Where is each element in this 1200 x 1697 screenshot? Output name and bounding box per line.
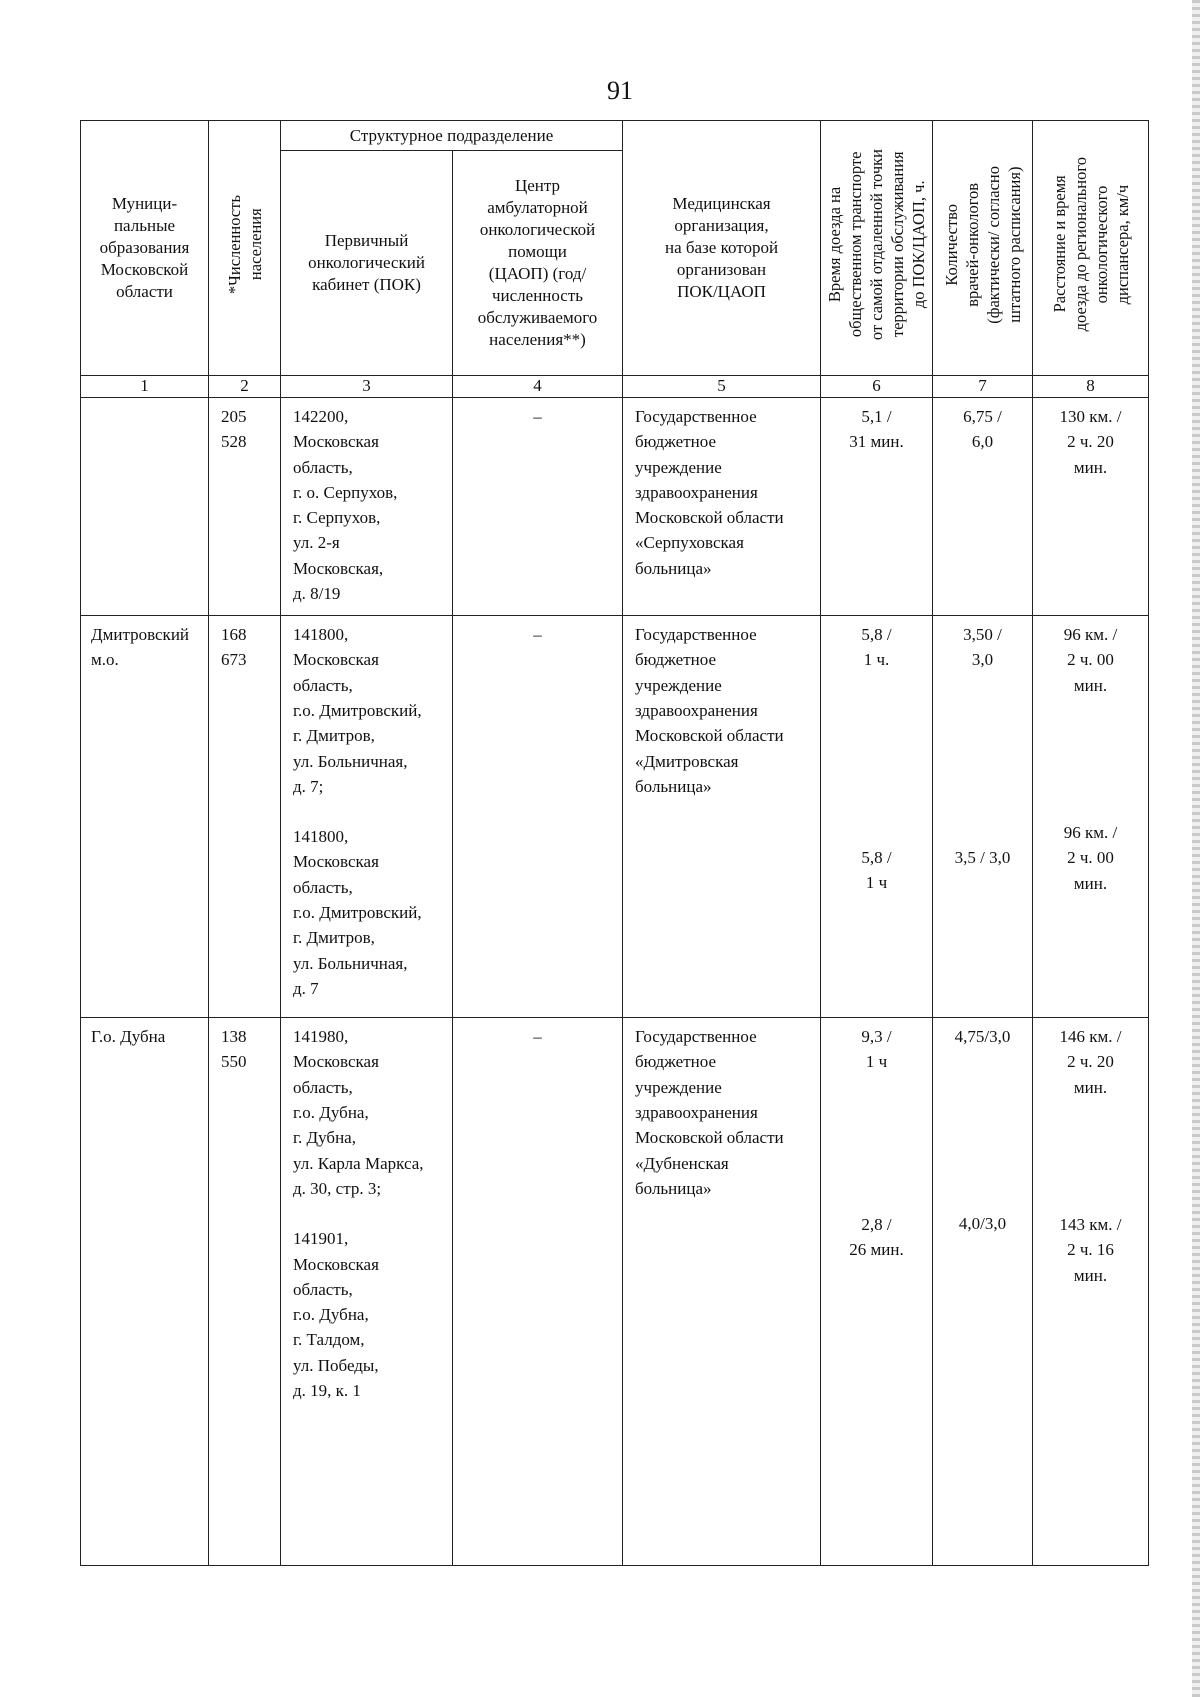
table-row [81, 397, 1149, 615]
cell-caop: – [453, 616, 623, 1018]
cell-line: бюджетное [635, 650, 716, 670]
cell-line: 6,0 [971, 432, 994, 452]
cell-line: Государственное [635, 406, 757, 426]
header-travel-time: Время доезда на общественном транспорте от самой отдаленной точки территории обслуживания до ПОК/ЦАОП, ч. [821, 121, 933, 376]
cell-line: «Дмитровская [635, 751, 739, 771]
cell-line: 138 [221, 1027, 247, 1047]
page-number: 91 [607, 76, 633, 105]
cell-pok [281, 1018, 453, 1566]
cell-line: г. о. Серпухов, [293, 482, 398, 502]
cell-line: область, [293, 675, 353, 695]
cell-line: м.о. [91, 650, 119, 670]
cell-line: мин. [1073, 1077, 1108, 1097]
column-number: 2 [209, 376, 281, 398]
cell-line: Московской области [635, 508, 784, 528]
cell-line: 1 ч. [863, 650, 890, 670]
cell-line: 141800, [293, 625, 349, 645]
cell-line: 2 ч. 00 [1067, 650, 1114, 670]
cell-population [209, 397, 281, 615]
cell-line: 5,8 / [861, 625, 892, 645]
cell-line: д. 8/19 [293, 584, 341, 604]
cell-line: г.о. Дубна, [293, 1305, 369, 1325]
column-number: 3 [281, 376, 453, 398]
cell-line: 26 мин. [849, 1240, 904, 1260]
column-number: 5 [623, 376, 821, 398]
cell-medical-organization [623, 616, 821, 1018]
cell-population [209, 616, 281, 1018]
cell-travel-time [821, 616, 933, 1018]
cell-line: д. 19, к. 1 [293, 1381, 361, 1401]
cell-line: 130 км. / [1059, 406, 1122, 426]
cell-line: г. Дубна, [293, 1128, 356, 1148]
cell-line: 141980, [293, 1027, 349, 1047]
cell-line: 31 мин. [849, 432, 904, 452]
cell-line: мин. [1073, 457, 1108, 477]
cell-line: здравоохранения [635, 1103, 758, 1123]
cell-line: больница» [635, 558, 712, 578]
cell-line: здравоохранения [635, 482, 758, 502]
cell-line: Государственное [635, 625, 757, 645]
cell-line: Московская [293, 650, 379, 670]
cell-line: 205 [221, 406, 247, 426]
header-pok: Первичный онкологический кабинет (ПОК) [281, 151, 453, 376]
cell-line: учреждение [635, 1077, 722, 1097]
cell-line: 96 км. / [1063, 822, 1118, 842]
cell-line: Г.о. Дубна [91, 1027, 166, 1047]
cell-line: Дмитровский [91, 625, 190, 645]
cell-line: 141800, [293, 827, 349, 847]
cell-line: 3,50 / [963, 625, 1002, 645]
cell-line: здравоохранения [635, 700, 758, 720]
cell-line: г.о. Дубна, [293, 1103, 369, 1123]
cell-line: 142200, [293, 406, 349, 426]
cell-line: 141901, [293, 1229, 349, 1249]
column-number: 4 [453, 376, 623, 398]
cell-line: 5,1 / [861, 406, 892, 426]
cell-distance [1033, 616, 1149, 1018]
cell-line: ул. Карла Маркса, [293, 1153, 424, 1173]
cell-line: «Дубненская [635, 1153, 729, 1173]
cell-medical-organization [623, 397, 821, 615]
cell-line: 3,0 [971, 650, 994, 670]
cell-line: г. Серпухов, [293, 508, 381, 528]
cell-line: ул. Больничная, [293, 953, 408, 973]
cell-municipality [81, 1018, 209, 1566]
cell-municipality [81, 397, 209, 615]
cell-line: г.о. Дмитровский, [293, 903, 422, 922]
cell-line: больница» [635, 1178, 712, 1198]
column-number: 8 [1033, 376, 1149, 398]
cell-line: ул. 2-я [293, 533, 340, 553]
cell-line: бюджетное [635, 432, 716, 452]
cell-line: Московской области [635, 1128, 784, 1148]
cell-line: ул. Победы, [293, 1355, 379, 1375]
oncology-units-table [80, 120, 1149, 1566]
cell-population [209, 1018, 281, 1566]
header-population: *Численность населения [209, 121, 281, 376]
cell-line: Московская, [293, 558, 384, 578]
cell-line: 2,8 / [861, 1214, 892, 1234]
cell-line: 550 [221, 1052, 247, 1072]
header-medical-organization: Медицинская организация, на базе которой организован ПОК/ЦАОП [623, 121, 821, 376]
cell-line: г. Дмитров, [293, 928, 375, 948]
cell-line: г. Талдом, [293, 1330, 365, 1350]
cell-distance [1033, 397, 1149, 615]
cell-line: 96 км. / [1063, 625, 1118, 645]
cell-line: 4,75/3,0 [954, 1027, 1011, 1047]
cell-line: учреждение [635, 457, 722, 477]
cell-line: ул. Больничная, [293, 751, 408, 771]
cell-distance [1033, 1018, 1149, 1566]
cell-line: мин. [1073, 1265, 1108, 1285]
cell-line: Московской области [635, 726, 784, 746]
cell-oncologists [933, 616, 1033, 1018]
cell-line: д. 7 [293, 978, 319, 998]
header-distance-to-dispensary: Расстояние и время доезда до регионального онкологического диспансера, км/ч [1033, 121, 1149, 376]
cell-pok [281, 616, 453, 1018]
cell-line: д. 7; [293, 776, 324, 796]
cell-pok [281, 397, 453, 615]
cell-line: 2 ч. 16 [1067, 1240, 1114, 1260]
scan-edge [1192, 0, 1200, 1697]
cell-line: Московская [293, 1254, 379, 1274]
cell-line: Московская [293, 852, 379, 872]
cell-municipality [81, 616, 209, 1018]
cell-line: 143 км. / [1059, 1215, 1122, 1235]
cell-caop: – [453, 1018, 623, 1566]
table-row [81, 616, 1149, 1018]
cell-line: область, [293, 1279, 353, 1299]
cell-line: 1 ч [865, 872, 888, 892]
cell-oncologists [933, 1018, 1033, 1566]
cell-line: г. Дмитров, [293, 726, 375, 746]
column-number-row [81, 376, 1149, 398]
cell-line: 168 [221, 625, 247, 645]
cell-line: область, [293, 1077, 353, 1097]
cell-line: 2 ч. 20 [1067, 432, 1114, 452]
header-oncologists-count: Количество врачей-онкологов (фактически/ согласно штатного расписания) [933, 121, 1033, 376]
header-caop: Центр амбулаторной онкологической помощи (ЦАОП) (год/ численность обслуживаемого населения**) [453, 151, 623, 376]
cell-line: 528 [221, 432, 247, 452]
cell-line: Государственное [635, 1027, 757, 1047]
cell-line: Московская [293, 1052, 379, 1072]
cell-travel-time [821, 397, 933, 615]
cell-line: область, [293, 877, 353, 897]
cell-line: бюджетное [635, 1052, 716, 1072]
cell-line: «Серпуховская [635, 533, 744, 553]
table-row [81, 1018, 1149, 1566]
cell-line: 1 ч [865, 1052, 888, 1072]
cell-line: 4,0/3,0 [958, 1214, 1007, 1234]
cell-medical-organization [623, 1018, 821, 1566]
cell-line: мин. [1073, 675, 1108, 695]
cell-line: 2 ч. 00 [1067, 848, 1114, 868]
column-number: 6 [821, 376, 933, 398]
cell-caop: – [453, 397, 623, 615]
cell-line: 3,5 / 3,0 [954, 847, 1011, 867]
cell-line: г.о. Дмитровский, [293, 700, 422, 720]
cell-line: д. 30, стр. 3; [293, 1178, 382, 1198]
cell-line: больница» [635, 776, 712, 796]
cell-line: 2 ч. 20 [1067, 1052, 1114, 1072]
cell-line: 5,8 / [861, 847, 892, 867]
cell-line: учреждение [635, 675, 722, 695]
cell-line: 673 [221, 650, 247, 670]
cell-line: 9,3 / [861, 1027, 892, 1047]
column-number: 7 [933, 376, 1033, 398]
cell-oncologists [933, 397, 1033, 615]
cell-line: 6,75 / [963, 406, 1002, 426]
cell-line: область, [293, 457, 353, 477]
cell-travel-time [821, 1018, 933, 1566]
header-municipality: Муници- пальные образования Московской области [81, 121, 209, 376]
cell-line: Московская [293, 432, 379, 452]
header-structural-unit: Структурное подразделение [281, 121, 623, 151]
cell-line: мин. [1073, 873, 1108, 893]
cell-line: 146 км. / [1059, 1027, 1122, 1047]
column-number: 1 [81, 376, 209, 398]
